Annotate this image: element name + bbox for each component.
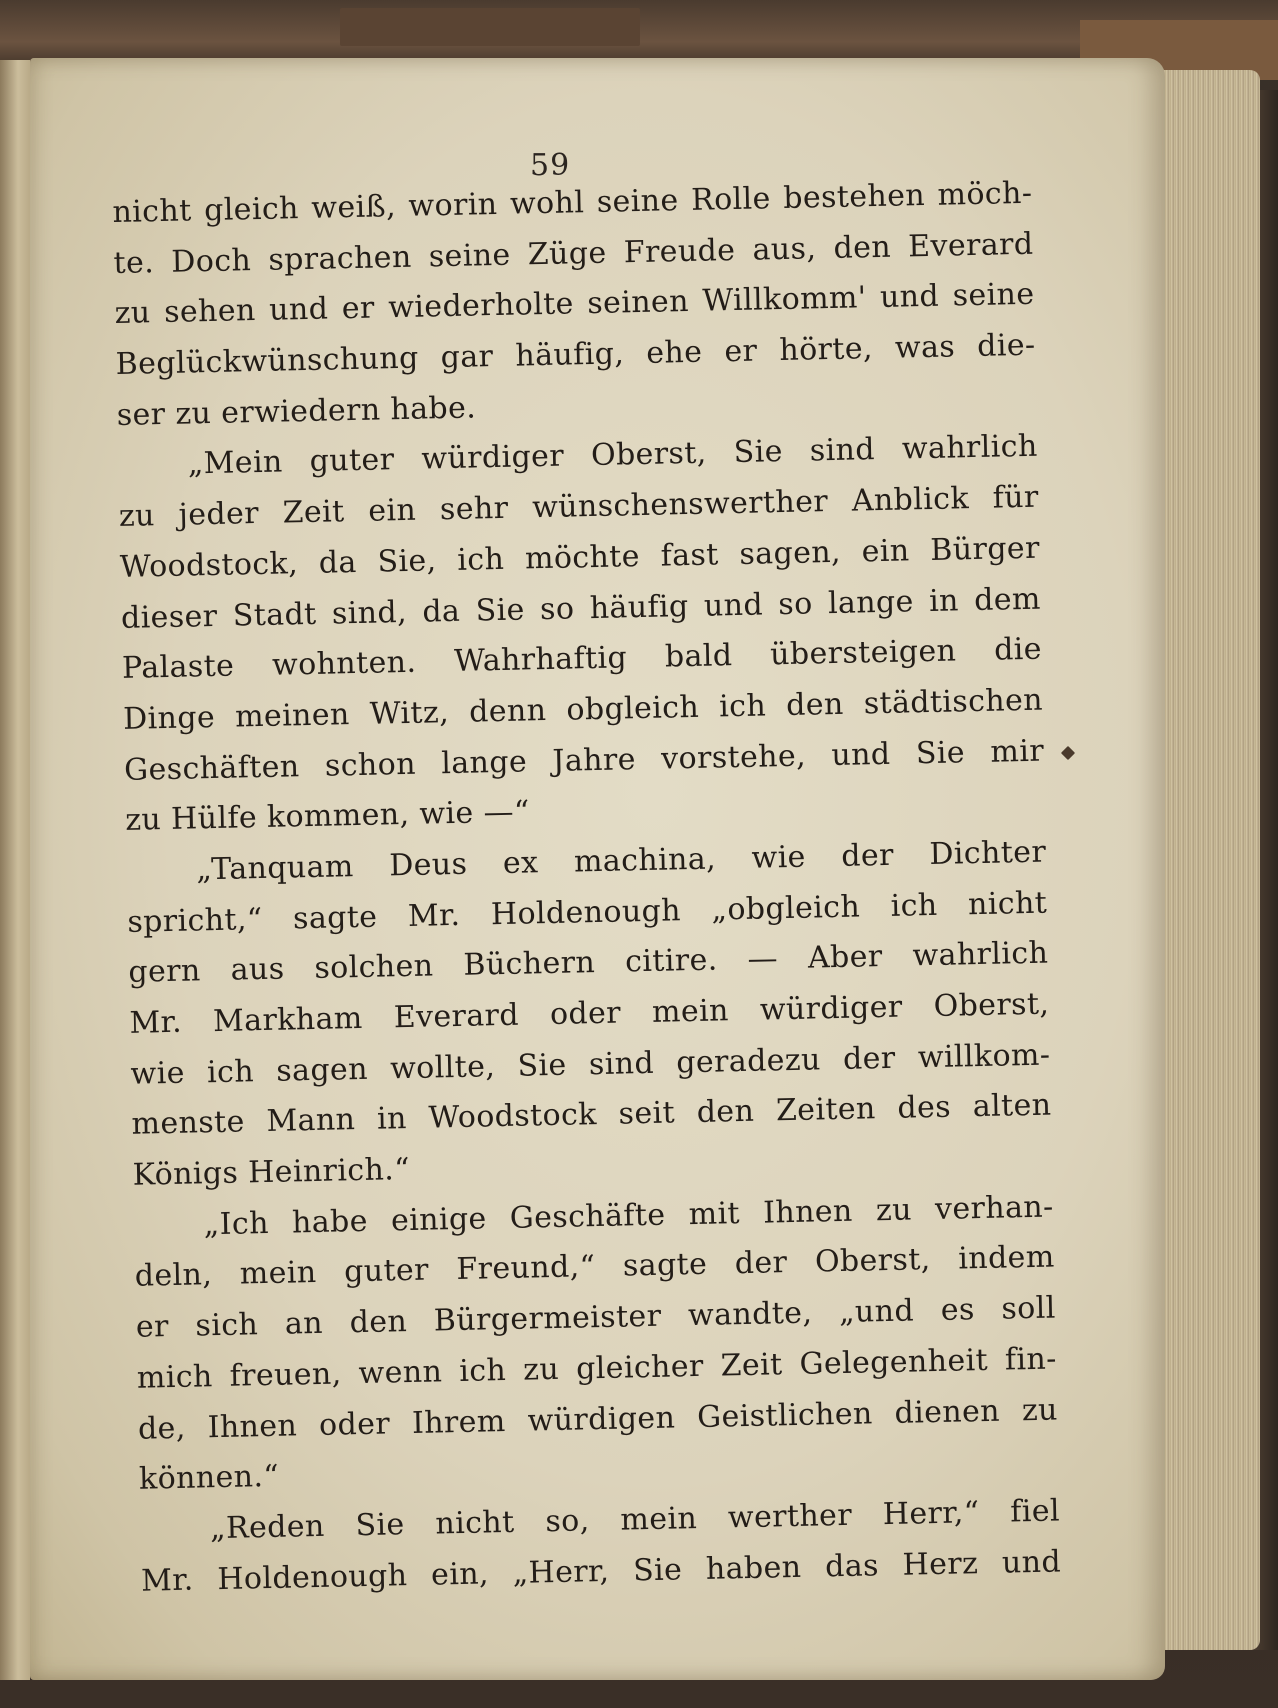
text-line: wie ich sagen wollte, Sie sind geradezu der willkom-	[130, 1037, 1051, 1092]
text-line: Beglückwünschung gar häufig, ehe er hörte, was die-	[115, 327, 1036, 383]
text-line: Dinge meinen Witz, denn obgleich ich den städtischen	[122, 682, 1044, 737]
text-line: menste Mann in Woodstock seit den Zeiten des alten	[131, 1087, 1052, 1143]
text-line: Mr. Markham Everard oder mein würdiger Oberst,	[129, 986, 1050, 1041]
text-line: deln, mein guter Freund,“ sagte der Oberst, indem	[134, 1239, 1055, 1295]
text-line: spricht,“ sagte Mr. Holdenough „obgleich ich nicht	[127, 885, 1048, 940]
text-line: zu jeder Zeit ein sehr wünschenswerther Anblick für	[118, 479, 1040, 535]
page-stack-edges	[1150, 70, 1260, 1650]
text-line: nicht gleich weiß, worin wohl seine Rolle bestehen möch-	[112, 175, 1033, 230]
text-line: zu sehen und er wiederholte seinen Willkomm' und seine	[114, 277, 1035, 332]
margin-ink-mark	[1061, 746, 1075, 760]
text-line: „Reden Sie nicht so, mein werther Herr,“ fiel	[209, 1493, 1061, 1547]
text-line: zu Hülfe kommen, wie —“	[124, 794, 531, 839]
text-line: Königs Heinrich.“	[132, 1152, 411, 1193]
text-line: ser zu erwiedern habe.	[116, 390, 477, 433]
text-line: Geschäften schon lange Jahre vorstehe, und Sie mir	[123, 733, 1045, 788]
text-line: er sich an den Bürgermeister wandte, „und es soll	[135, 1290, 1057, 1345]
page-number: 59	[530, 148, 571, 183]
text-line: Palaste wohnten. Wahrhaftig bald übersteigen die	[121, 631, 1043, 687]
text-line: können.“	[138, 1458, 280, 1497]
text-line: Woodstock, da Sie, ich möchte fast sagen, ein Bürger	[119, 530, 1041, 585]
text-line: „Ich habe einige Geschäfte mit Ihnen zu verhan-	[203, 1189, 1054, 1243]
text-line: de, Ihnen oder Ihrem würdigen Geistlichen dienen zu	[137, 1391, 1059, 1447]
text-line: te. Doch sprachen seine Züge Freude aus, den Everard	[113, 226, 1034, 281]
binding-leather-patch	[340, 8, 640, 46]
text-line: „Mein guter würdiger Oberst, Sie sind wahrlich	[187, 429, 1038, 482]
text-line: dieser Stadt sind, da Sie so häufig und so lange in dem	[120, 581, 1042, 636]
text-line: „Tanquam Deus ex machina, wie der Dichter	[195, 834, 1047, 888]
text-line: gern aus solchen Büchern citire. — Aber wahrlich	[128, 935, 1049, 991]
text-line: Mr. Holdenough ein, „Herr, Sie haben das Herz und	[140, 1543, 1062, 1599]
text-line: mich freuen, wenn ich zu gleicher Zeit Gelegenheit fin-	[136, 1341, 1058, 1396]
book-page	[30, 58, 1165, 1680]
page-text-block	[112, 169, 1062, 1607]
facing-page-edge	[0, 60, 30, 1680]
